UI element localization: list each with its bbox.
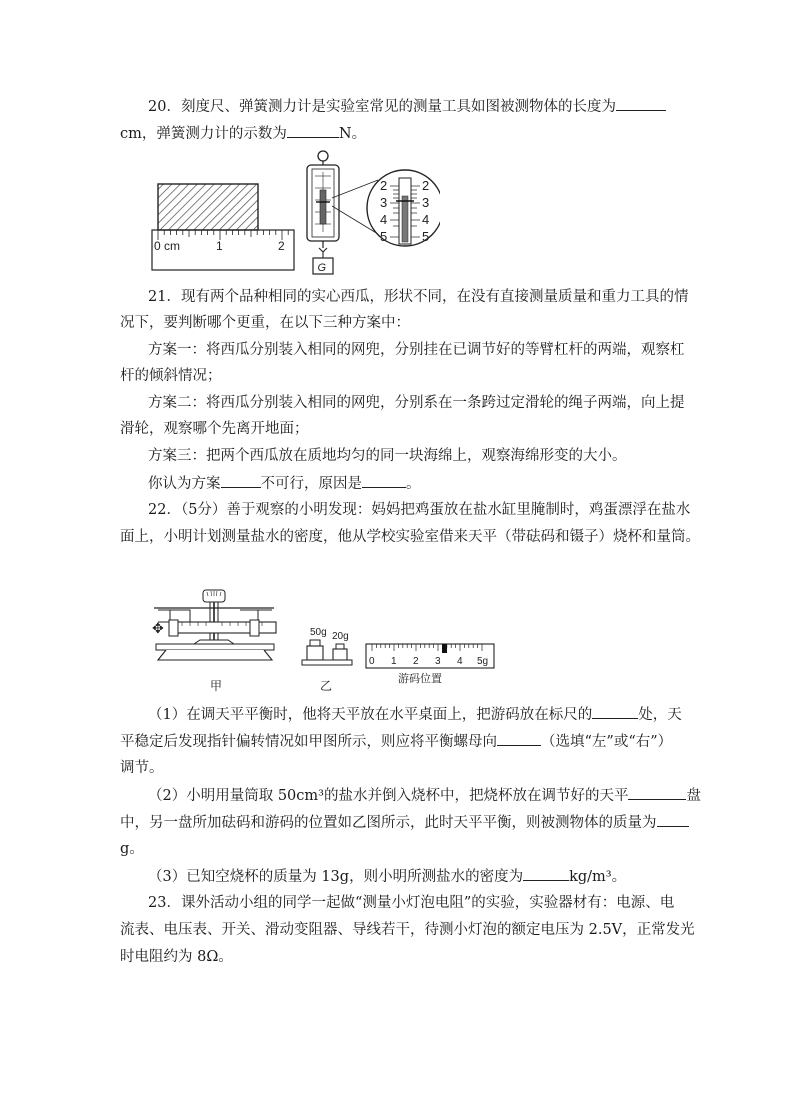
q22-figure (150, 580, 510, 700)
q21-reason-blank[interactable] (362, 473, 406, 488)
slider-tick-3: 3 (435, 656, 441, 667)
q20-line-1: 20．刻度尺、弹簧测力计是实验室常见的测量工具如图被测物体的长度为 (148, 96, 666, 117)
ruler-tick-1: 1 (216, 239, 223, 253)
slider-tick-2: 2 (413, 656, 419, 667)
q22-part-1-line-1: （1）在调天平平衡时，他将天平放在水平桌面上，把游码放在标尺的 处，天 (148, 704, 682, 725)
balance-nut-icon: ✥ (152, 620, 164, 636)
gauge-right-5: 5 (422, 229, 430, 244)
spring-balance (307, 151, 339, 274)
q20-line-2: cm，弹簧测力计的示数为 N。 (120, 123, 366, 144)
q21-line-2: 况下，要判断哪个更重，在以下三种方案中： (120, 315, 410, 331)
q21-plan-2-a: 方案二：将西瓜分别装入相同的网兜，分别系在一条跨过定滑轮的绳子两端，向上提 (148, 395, 685, 411)
gauge-left-2: 2 (380, 178, 388, 193)
q22-part-1-line-2: 平稳定后发现指针偏转情况如甲图所示，则应将平衡螺母向 （选填“左”或“右”） (120, 731, 672, 752)
balance-jia (152, 590, 276, 660)
q23-line-2: 流表、电压表、开关、滑动变阻器、导线若干，待测小灯泡的额定电压为 2.5V，正常发光 (120, 922, 695, 938)
weights-yi (302, 627, 352, 665)
q22-part-2-line-2: 中，另一盘所加砝码和游码的位置如乙图所示，此时天平平衡，则被测物体的质量为 (120, 812, 689, 833)
q22-part-2-line-1: （2）小明用量筒取 50cm³的盐水并倒入烧杯中，把烧杯放在调节好的天平 盘 (148, 785, 701, 806)
q22-part-1-line-3: 调节。 (120, 760, 164, 776)
q22-p2-pan-blank[interactable] (628, 785, 686, 800)
q22-p1-position-blank[interactable] (592, 704, 638, 719)
q20-length-blank[interactable] (616, 96, 666, 111)
q21-plan-1-a: 方案一：将西瓜分别装入相同的网兜，分别挂在已调节好的等臂杠杆的两端，观察杠 (148, 342, 685, 358)
ruler-unit-label: 0 cm (154, 239, 181, 253)
gauge-left-4: 4 (380, 212, 388, 227)
weight-20g-label: 20g (332, 631, 349, 642)
q23-line-1: 23．课外活动小组的同学一起做“测量小灯泡电阻”的实验，实验器材有：电源、电 (148, 895, 675, 911)
gauge-right-2: 2 (422, 178, 430, 193)
q20-force-blank[interactable] (287, 123, 339, 138)
q22-p2-mass-blank[interactable] (657, 812, 689, 827)
q21-answer-line: 你认为方案 不可行，原因是 。 (148, 473, 421, 494)
q23-line-3: 时电阻约为 8Ω。 (120, 949, 233, 965)
q22-p3-density-blank[interactable] (523, 866, 569, 881)
gauge-right-4: 4 (422, 212, 430, 227)
q21-plan-3: 方案三：把两个西瓜放在质地均匀的同一块海绵上，观察海绵形变的大小。 (148, 448, 627, 464)
q22-part-2-line-3: g。 (120, 841, 144, 857)
q21-plan-blank[interactable] (221, 473, 261, 488)
ruler (152, 230, 294, 270)
q22-part-3: （3）已知空烧杯的质量为 13g，则小明所测盐水的密度为 kg/m³。 (148, 866, 626, 887)
slider-tick-4: 4 (457, 656, 463, 667)
q21-plan-2-b: 滑轮，观察哪个先离开地面； (120, 421, 309, 437)
weight-label: G (317, 262, 327, 274)
slider-rider (442, 644, 447, 653)
slider-scale (366, 644, 494, 668)
q22-p1-direction-blank[interactable] (497, 731, 541, 746)
q22-line-1: 22．（5分）善于观察的小明发现：妈妈把鸡蛋放在盐水缸里腌制时，鸡蛋漂浮在盐水 (148, 502, 691, 518)
gauge-left-5: 5 (380, 229, 388, 244)
gauge-left-3: 3 (380, 195, 388, 210)
label-jia: 甲 (210, 679, 223, 693)
magnified-gauge (367, 170, 440, 246)
label-yi: 乙 (320, 679, 333, 693)
slider-tick-1: 1 (391, 656, 397, 667)
gauge-right-3: 3 (422, 195, 430, 210)
q21-plan-1-b: 杆的倾斜情况； (120, 368, 222, 384)
q21-line-1: 21．现有两个品种相同的实心西瓜，形状不同，在没有直接测量质量和重力工具的情 (148, 289, 689, 305)
slider-tick-0: 0 (369, 656, 375, 667)
ruler-tick-2: 2 (278, 239, 285, 253)
measured-block (158, 184, 258, 230)
q22-line-2: 面上，小明计划测量盐水的密度，他从学校实验室借来天平（带砝码和镊子）烧杯和量筒。 (120, 529, 700, 545)
slider-caption: 游码位置 (398, 673, 442, 685)
slider-tick-5g: 5g (477, 656, 489, 667)
q20-figure (150, 146, 440, 276)
weight-50g-label: 50g (310, 627, 327, 638)
